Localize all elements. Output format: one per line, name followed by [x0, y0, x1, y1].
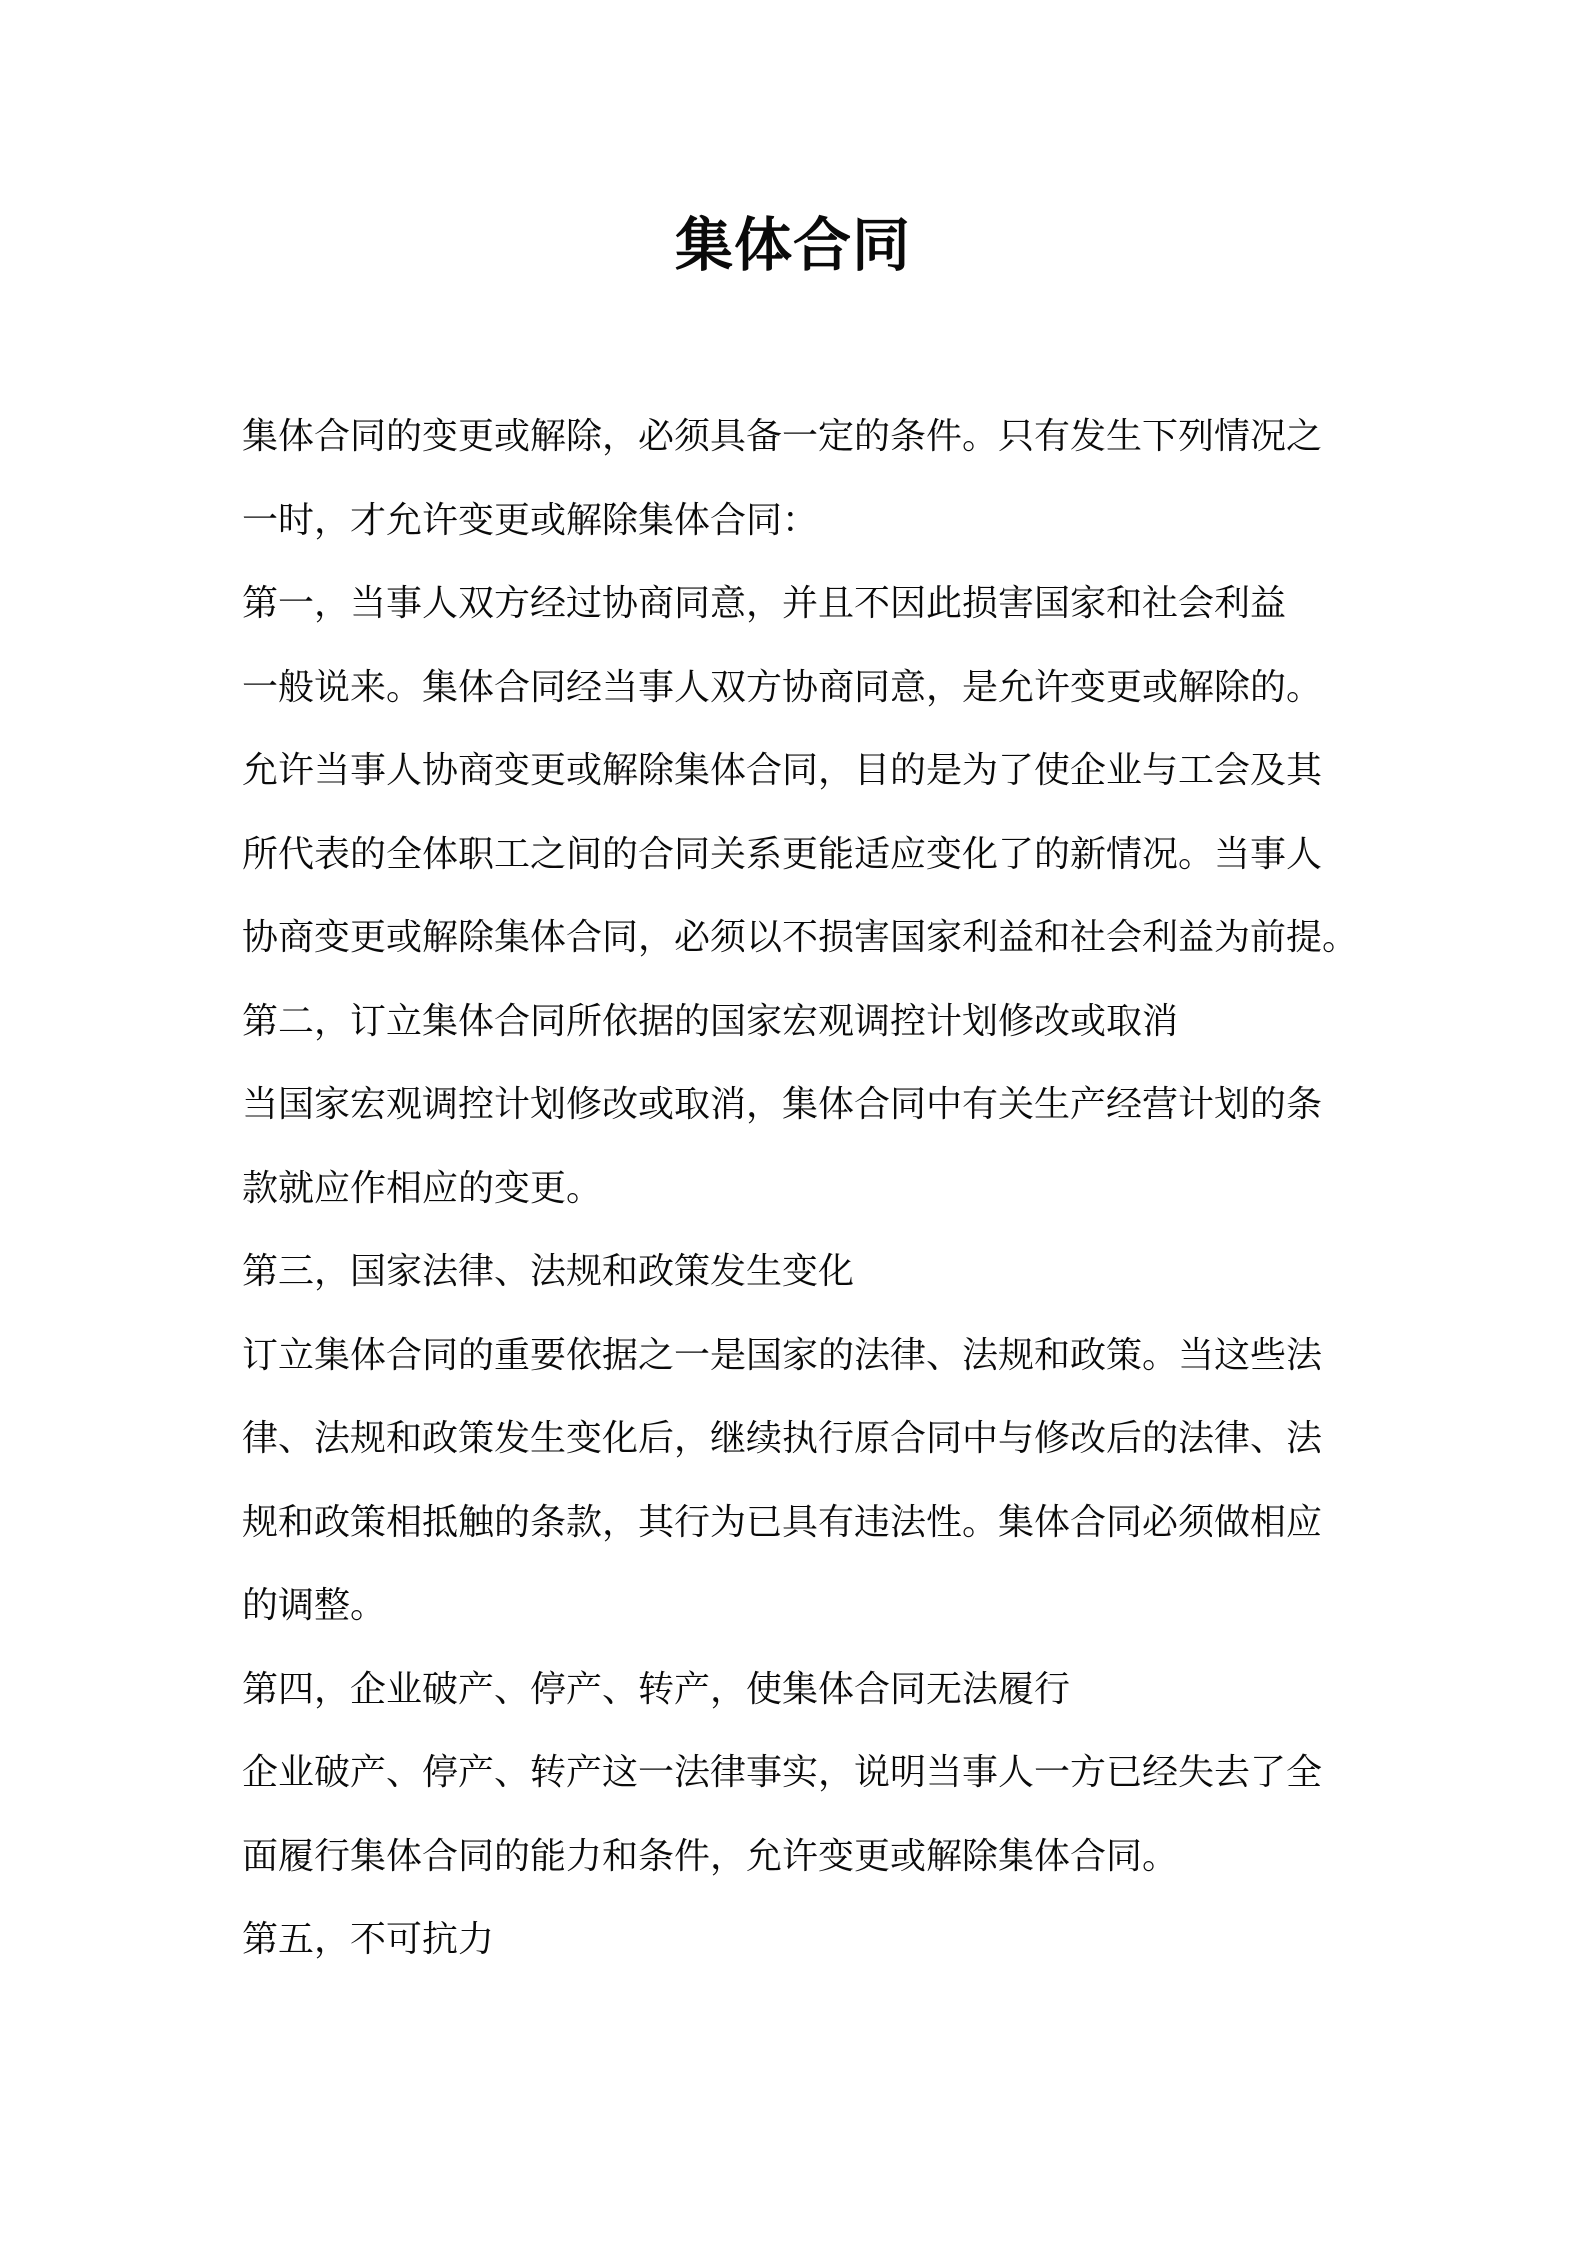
body-line: 一般说来。集体合同经当事人双方协商同意，是允许变更或解除的。	[242, 666, 1323, 708]
body-line: 协商变更或解除集体合同，必须以不损害国家利益和社会利益为前提。	[242, 917, 1359, 958]
body-line: 规和政策相抵触的条款，其行为已具有违法性。集体合同必须做相应	[242, 1501, 1323, 1543]
section-heading-5: 第五，不可抗力	[242, 1919, 495, 1960]
body-line: 企业破产、停产、转产这一法律事实，说明当事人一方已经失去了全	[242, 1752, 1323, 1793]
document-title: 集体合同	[674, 211, 911, 279]
body-line: 允许当事人协商变更或解除集体合同，目的是为了使企业与工会及其	[242, 750, 1323, 791]
body-line: 款就应作相应的变更。	[242, 1167, 603, 1209]
body-line: 订立集体合同的重要依据之一是国家的法律、法规和政策。当这些法	[242, 1334, 1323, 1376]
section-heading-1: 第一，当事人双方经过协商同意，并且不因此损害国家和社会利益	[242, 583, 1287, 624]
body-line: 所代表的全体职工之间的合同关系更能适应变化了的新情况。当事人	[242, 833, 1323, 875]
body-line: 一时，才允许变更或解除集体合同：	[242, 499, 819, 541]
section-heading-4: 第四，企业破产、停产、转产，使集体合同无法履行	[242, 1668, 1071, 1710]
section-heading-2: 第二，订立集体合同所依据的国家宏观调控计划修改或取消	[242, 1000, 1179, 1042]
body-line: 律、法规和政策发生变化后，继续执行原合同中与修改后的法律、法	[242, 1418, 1323, 1459]
body-line: 当国家宏观调控计划修改或取消，集体合同中有关生产经营计划的条	[242, 1084, 1323, 1125]
body-line: 集体合同的变更或解除，必须具备一定的条件。只有发生下列情况之	[242, 416, 1323, 457]
body-line: 的调整。	[242, 1585, 387, 1626]
section-heading-3: 第三，国家法律、法规和政策发生变化	[242, 1251, 855, 1292]
body-line: 面履行集体合同的能力和条件，允许变更或解除集体合同。	[242, 1835, 1179, 1877]
document-body	[242, 395, 1372, 1982]
